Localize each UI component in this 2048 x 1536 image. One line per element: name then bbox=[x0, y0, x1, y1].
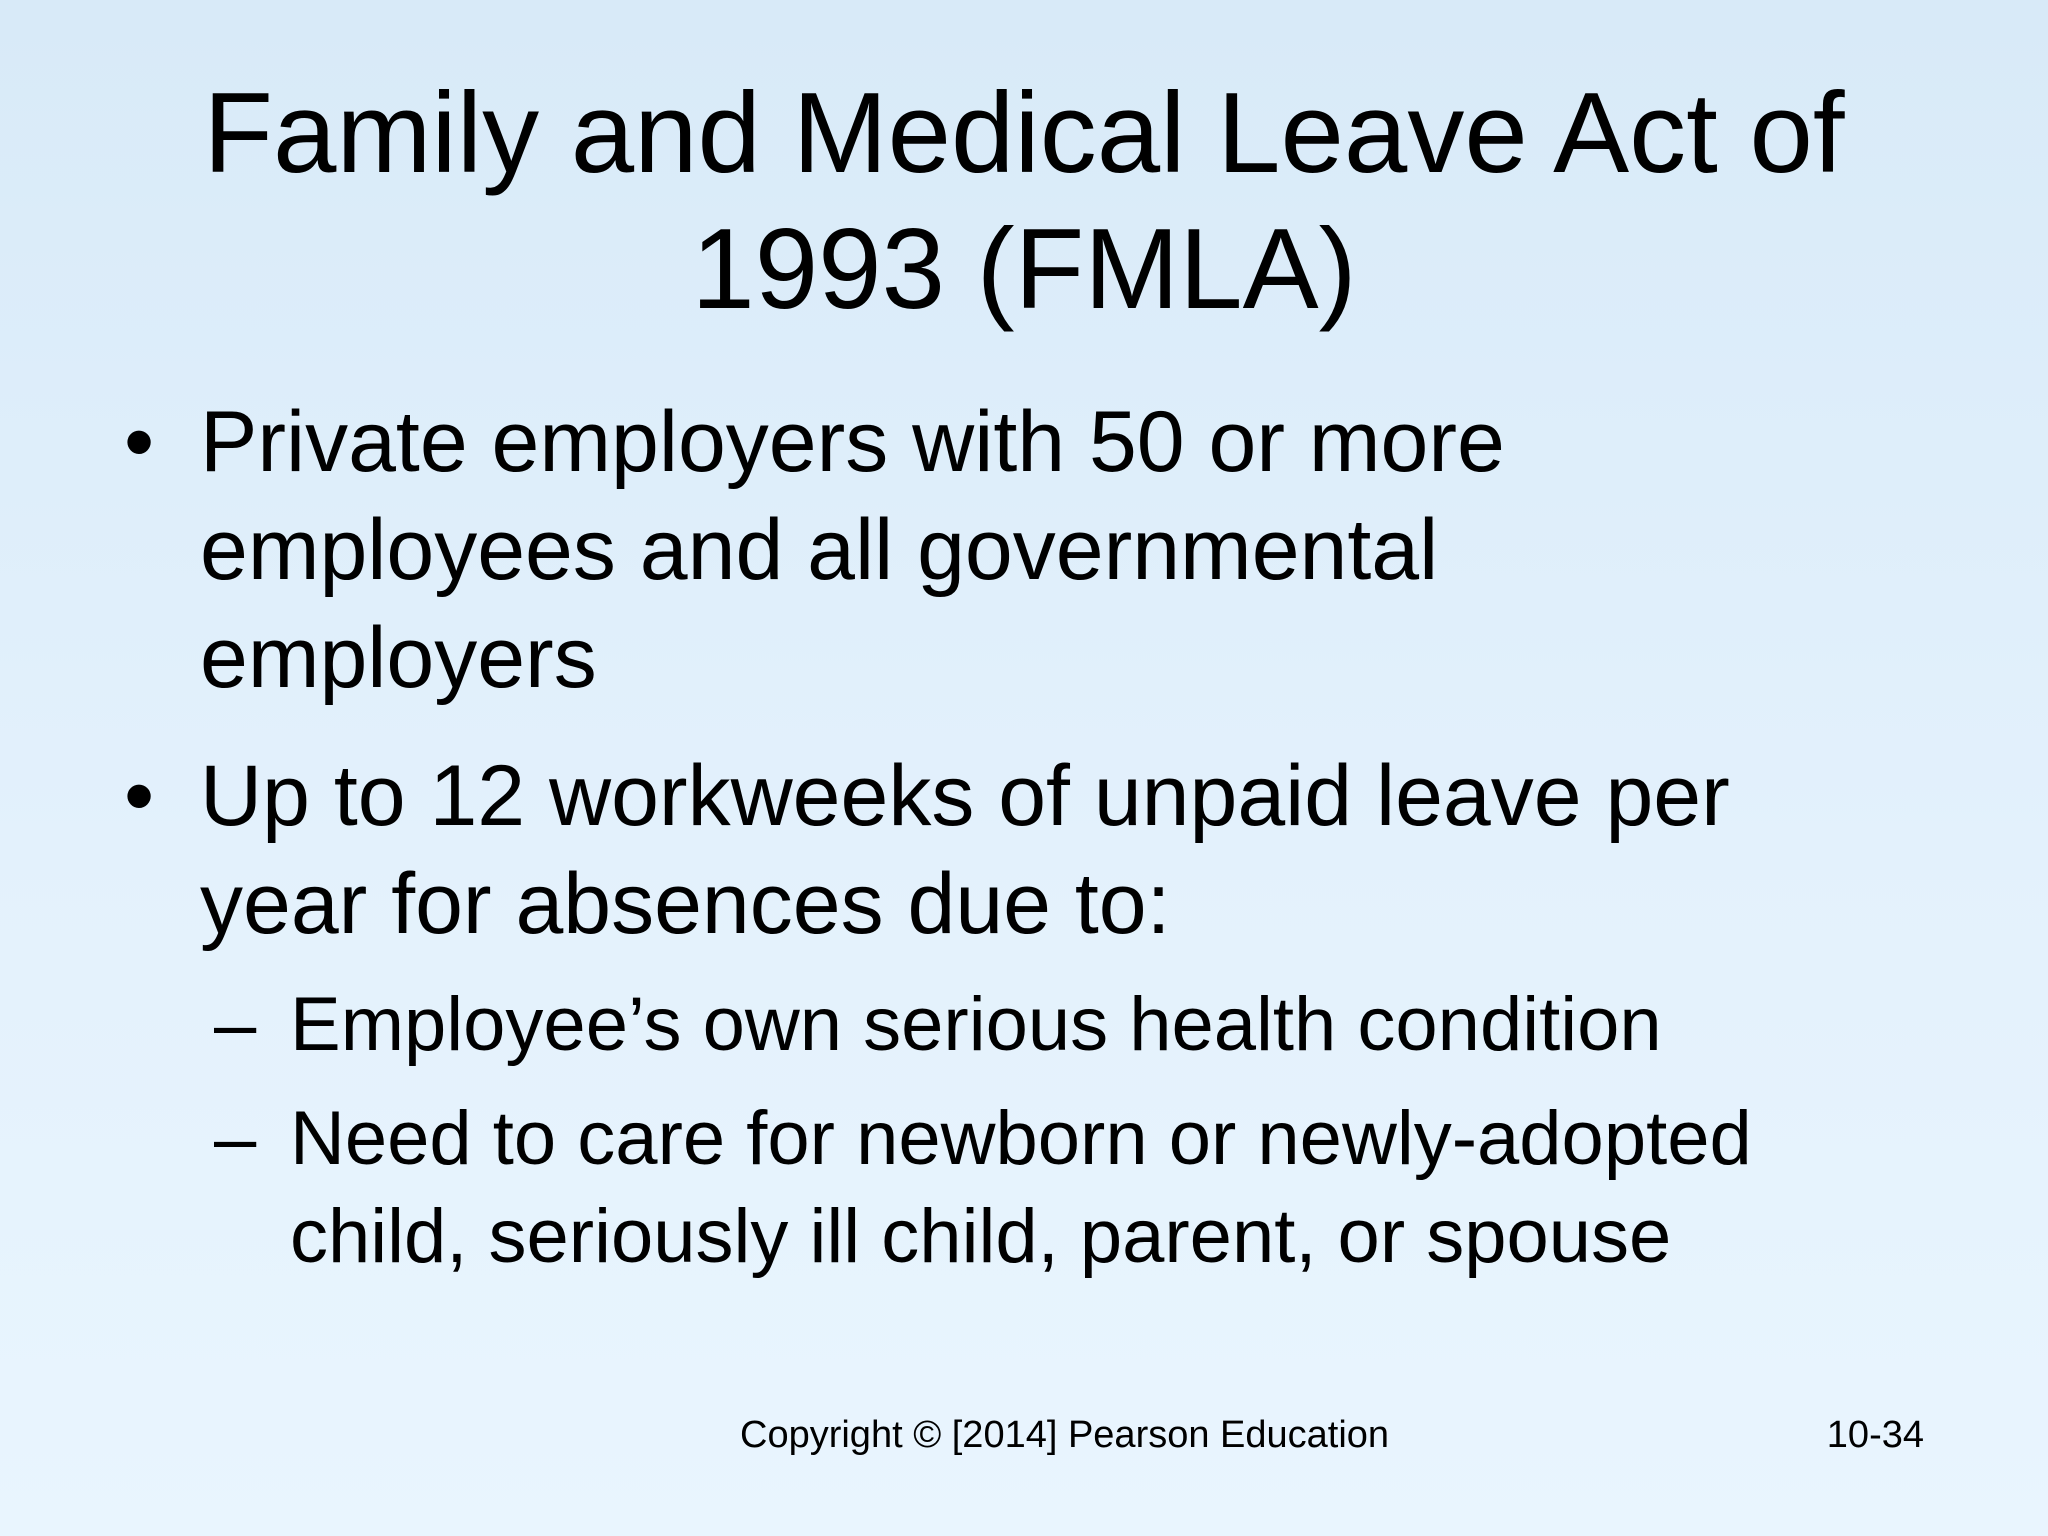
bullet-line: employers bbox=[200, 610, 597, 706]
sub-bullet-marker: – bbox=[214, 1096, 257, 1181]
bullet-unpaid-leave bbox=[124, 742, 1924, 958]
copyright-footer: Copyright © [2014] Pearson Education bbox=[740, 1414, 1390, 1456]
bullet-line: Private employers with 50 or more bbox=[200, 394, 1505, 490]
slide-number: 10-34 bbox=[1826, 1414, 1924, 1456]
sub-bullet-marker: – bbox=[214, 982, 257, 1067]
title-line-1: Family and Medical Leave Act of bbox=[203, 70, 1845, 197]
sub-bullet-line: child, seriously ill child, parent, or spouse bbox=[290, 1194, 1672, 1279]
bullet-text bbox=[200, 388, 1924, 712]
bullet-line: employees and all governmental bbox=[200, 502, 1439, 598]
slide-title bbox=[100, 66, 1948, 338]
sub-bullet-line: Employee’s own serious health condition bbox=[290, 982, 1662, 1067]
sub-bullet-line: Need to care for newborn or newly-adopted bbox=[290, 1096, 1752, 1181]
sub-bullet-text bbox=[290, 1090, 1914, 1286]
bullet-marker: • bbox=[124, 394, 155, 490]
bullet-text bbox=[200, 742, 1924, 958]
bullet-line: Up to 12 workweeks of unpaid leave per bbox=[200, 748, 1730, 844]
sub-bullet-own-health bbox=[214, 976, 1914, 1074]
bullet-marker: • bbox=[124, 748, 155, 844]
bullet-private-employers bbox=[124, 388, 1924, 712]
title-line-2: 1993 (FMLA) bbox=[691, 206, 1357, 333]
bullet-line: year for absences due to: bbox=[200, 856, 1171, 952]
sub-bullet-text bbox=[290, 976, 1914, 1074]
sub-bullet-care-for-family bbox=[214, 1090, 1914, 1286]
